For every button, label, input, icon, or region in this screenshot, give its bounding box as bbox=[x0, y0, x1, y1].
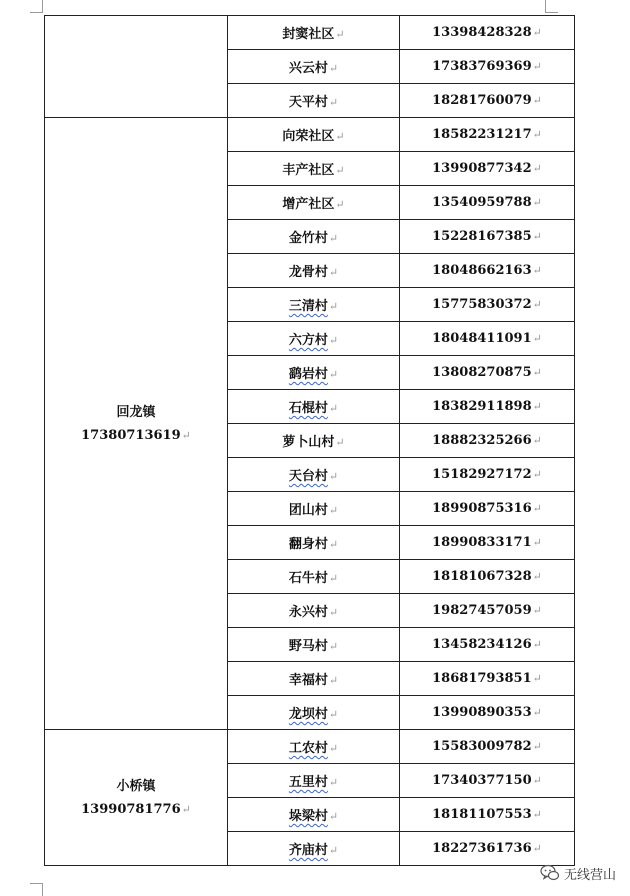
phone-cell bbox=[400, 628, 575, 662]
village-cell bbox=[228, 492, 400, 526]
village-cell bbox=[228, 186, 400, 220]
page-corner-mark bbox=[30, 0, 43, 13]
village-name: 龙骨村 bbox=[288, 265, 328, 280]
paragraph-mark: ↵ bbox=[328, 62, 339, 75]
village-cell bbox=[228, 16, 400, 50]
village-name: 永兴村 bbox=[288, 605, 328, 620]
village-cell bbox=[228, 288, 400, 322]
village-cell bbox=[228, 594, 400, 628]
village-cell bbox=[228, 662, 400, 696]
village-name: 野马村 bbox=[288, 639, 328, 654]
phone-number: 17340377150 bbox=[432, 773, 532, 788]
village-cell bbox=[228, 356, 400, 390]
village-cell bbox=[228, 560, 400, 594]
village-name: 天平村 bbox=[288, 95, 328, 110]
town-phone bbox=[45, 798, 227, 821]
phone-number: 13808270875 bbox=[432, 365, 532, 380]
village-cell bbox=[228, 424, 400, 458]
phone-number: 18990875316 bbox=[432, 501, 532, 516]
phone-cell bbox=[400, 492, 575, 526]
village-name: 幸福村 bbox=[288, 673, 328, 688]
paragraph-mark: ↵ bbox=[335, 164, 345, 177]
phone-number: 18382911898 bbox=[432, 399, 532, 414]
town-phone bbox=[45, 424, 227, 447]
phone-cell bbox=[400, 186, 575, 220]
paragraph-mark: ↵ bbox=[335, 28, 345, 41]
village-name: 翻身村 bbox=[288, 537, 328, 552]
paragraph-mark: ↵ bbox=[532, 808, 542, 821]
village-name: 鹞岩村 bbox=[288, 367, 328, 382]
phone-number: 15182927172 bbox=[432, 467, 532, 482]
table-row bbox=[45, 730, 575, 764]
paragraph-mark: ↵ bbox=[328, 368, 339, 381]
phone-number: 17383769369 bbox=[432, 59, 532, 74]
paragraph-mark: ↵ bbox=[532, 128, 542, 141]
paragraph-mark: ↵ bbox=[532, 468, 542, 481]
phone-cell bbox=[400, 16, 575, 50]
village-name: 三清村 bbox=[288, 299, 328, 314]
paragraph-mark: ↵ bbox=[532, 706, 542, 719]
phone-number: 18582231217 bbox=[432, 127, 532, 142]
paragraph-mark: ↵ bbox=[532, 298, 542, 311]
phone-cell bbox=[400, 390, 575, 424]
village-cell bbox=[228, 220, 400, 254]
town-cell bbox=[45, 16, 228, 118]
phone-number: 15583009782 bbox=[432, 739, 532, 754]
village-name: 工农村 bbox=[288, 741, 328, 756]
village-cell bbox=[228, 152, 400, 186]
paragraph-mark: ↵ bbox=[532, 94, 542, 107]
paragraph-mark: ↵ bbox=[532, 60, 542, 73]
village-name: 萝卜山村 bbox=[282, 435, 335, 450]
phone-cell bbox=[400, 662, 575, 696]
town-cell bbox=[45, 118, 228, 730]
paragraph-mark: ↵ bbox=[532, 638, 542, 651]
phone-number: 13398428328 bbox=[432, 25, 532, 40]
village-name: 垛梁村 bbox=[288, 809, 328, 824]
phone-cell bbox=[400, 322, 575, 356]
phone-number: 13990890353 bbox=[432, 705, 532, 720]
paragraph-mark: ↵ bbox=[328, 606, 339, 619]
page-corner-mark bbox=[545, 0, 558, 13]
village-name: 龙坝村 bbox=[288, 707, 328, 722]
paragraph-mark: ↵ bbox=[532, 672, 542, 685]
phone-cell bbox=[400, 424, 575, 458]
paragraph-mark: ↵ bbox=[532, 162, 542, 175]
phone-number: 19827457059 bbox=[432, 603, 532, 618]
paragraph-mark: ↵ bbox=[532, 570, 542, 583]
village-name: 石牛村 bbox=[288, 571, 328, 586]
contacts-table bbox=[44, 15, 575, 866]
paragraph-mark: ↵ bbox=[328, 776, 339, 789]
phone-cell bbox=[400, 288, 575, 322]
town-name: 回龙镇 bbox=[116, 404, 156, 420]
wechat-bubble-icon bbox=[540, 863, 560, 883]
table-body bbox=[45, 16, 575, 866]
paragraph-mark: ↵ bbox=[328, 402, 339, 415]
paragraph-mark: ↵ bbox=[532, 536, 542, 549]
paragraph-mark: ↵ bbox=[181, 428, 191, 442]
paragraph-mark: ↵ bbox=[328, 334, 339, 347]
phone-number: 13990877342 bbox=[432, 161, 532, 176]
village-cell bbox=[228, 696, 400, 730]
paragraph-mark: ↵ bbox=[335, 198, 345, 211]
village-cell bbox=[228, 50, 400, 84]
paragraph-mark: ↵ bbox=[532, 332, 542, 345]
phone-cell bbox=[400, 730, 575, 764]
phone-number: 18227361736 bbox=[432, 841, 532, 856]
village-cell bbox=[228, 798, 400, 832]
paragraph-mark: ↵ bbox=[335, 130, 345, 143]
village-name: 天台村 bbox=[288, 469, 328, 484]
phone-number: 15775830372 bbox=[432, 297, 532, 312]
paragraph-mark: ↵ bbox=[328, 232, 339, 245]
phone-cell bbox=[400, 458, 575, 492]
paragraph-mark: ↵ bbox=[328, 470, 339, 483]
phone-number: 18048411091 bbox=[432, 331, 532, 346]
phone-cell bbox=[400, 356, 575, 390]
phone-cell bbox=[400, 798, 575, 832]
phone-number: 18048662163 bbox=[432, 263, 532, 278]
paragraph-mark: ↵ bbox=[532, 26, 542, 39]
paragraph-mark: ↵ bbox=[328, 572, 339, 585]
page-corner-mark bbox=[30, 883, 43, 896]
phone-cell bbox=[400, 50, 575, 84]
phone-cell bbox=[400, 832, 575, 866]
paragraph-mark: ↵ bbox=[335, 436, 345, 449]
phone-number: 18281760079 bbox=[432, 93, 532, 108]
paragraph-mark: ↵ bbox=[532, 264, 542, 277]
paragraph-mark: ↵ bbox=[328, 266, 339, 279]
phone-cell bbox=[400, 118, 575, 152]
village-cell bbox=[228, 254, 400, 288]
village-name: 五里村 bbox=[288, 775, 328, 790]
phone-cell bbox=[400, 254, 575, 288]
paragraph-mark: ↵ bbox=[328, 844, 339, 857]
paragraph-mark: ↵ bbox=[532, 842, 542, 855]
village-name: 丰产社区 bbox=[282, 163, 335, 178]
phone-number: 18181107553 bbox=[432, 807, 532, 822]
paragraph-mark: ↵ bbox=[532, 366, 542, 379]
phone-cell bbox=[400, 526, 575, 560]
phone-number: 18681793851 bbox=[432, 671, 532, 686]
village-name: 向荣社区 bbox=[282, 129, 335, 144]
village-name: 兴云村 bbox=[288, 61, 328, 76]
village-cell bbox=[228, 832, 400, 866]
paragraph-mark: ↵ bbox=[328, 708, 339, 721]
paragraph-mark: ↵ bbox=[328, 538, 339, 551]
town-name: 小桥镇 bbox=[116, 778, 156, 794]
paragraph-mark: ↵ bbox=[328, 300, 339, 313]
village-name: 六方村 bbox=[288, 333, 328, 348]
town-phone-number: 17380713619 bbox=[81, 427, 181, 443]
phone-cell bbox=[400, 560, 575, 594]
table-row bbox=[45, 118, 575, 152]
paragraph-mark: ↵ bbox=[532, 774, 542, 787]
paragraph-mark: ↵ bbox=[181, 802, 191, 816]
paragraph-mark: ↵ bbox=[328, 742, 339, 755]
paragraph-mark: ↵ bbox=[532, 230, 542, 243]
village-cell bbox=[228, 526, 400, 560]
village-cell bbox=[228, 730, 400, 764]
phone-number: 13540959788 bbox=[432, 195, 532, 210]
watermark-text: 无线营山 bbox=[563, 867, 616, 883]
village-name: 增产社区 bbox=[282, 197, 335, 212]
town-cell bbox=[45, 730, 228, 866]
paragraph-mark: ↵ bbox=[328, 96, 339, 109]
village-name: 金竹村 bbox=[288, 231, 328, 246]
village-cell bbox=[228, 764, 400, 798]
village-cell bbox=[228, 322, 400, 356]
phone-number: 18990833171 bbox=[432, 535, 532, 550]
phone-cell bbox=[400, 764, 575, 798]
phone-cell bbox=[400, 84, 575, 118]
village-name: 封窦社区 bbox=[282, 27, 335, 42]
phone-cell bbox=[400, 594, 575, 628]
village-cell bbox=[228, 628, 400, 662]
village-cell bbox=[228, 390, 400, 424]
paragraph-mark: ↵ bbox=[532, 196, 542, 209]
table-row bbox=[45, 16, 575, 50]
paragraph-mark: ↵ bbox=[532, 604, 542, 617]
watermark bbox=[540, 863, 616, 883]
paragraph-mark: ↵ bbox=[328, 810, 339, 823]
village-cell bbox=[228, 84, 400, 118]
phone-cell bbox=[400, 220, 575, 254]
paragraph-mark: ↵ bbox=[532, 740, 542, 753]
paragraph-mark: ↵ bbox=[532, 434, 542, 447]
village-name: 石棍村 bbox=[288, 401, 328, 416]
village-name: 齐庙村 bbox=[288, 843, 328, 858]
village-cell bbox=[228, 118, 400, 152]
paragraph-mark: ↵ bbox=[328, 504, 339, 517]
village-cell bbox=[228, 458, 400, 492]
phone-number: 18181067328 bbox=[432, 569, 532, 584]
village-name: 团山村 bbox=[288, 503, 328, 518]
town-phone-number: 13990781776 bbox=[81, 801, 181, 817]
paragraph-mark: ↵ bbox=[532, 400, 542, 413]
phone-number: 15228167385 bbox=[432, 229, 532, 244]
paragraph-mark: ↵ bbox=[532, 502, 542, 515]
paragraph-mark: ↵ bbox=[328, 674, 339, 687]
phone-cell bbox=[400, 696, 575, 730]
phone-cell bbox=[400, 152, 575, 186]
phone-number: 18882325266 bbox=[432, 433, 532, 448]
paragraph-mark: ↵ bbox=[328, 640, 339, 653]
phone-number: 13458234126 bbox=[432, 637, 532, 652]
